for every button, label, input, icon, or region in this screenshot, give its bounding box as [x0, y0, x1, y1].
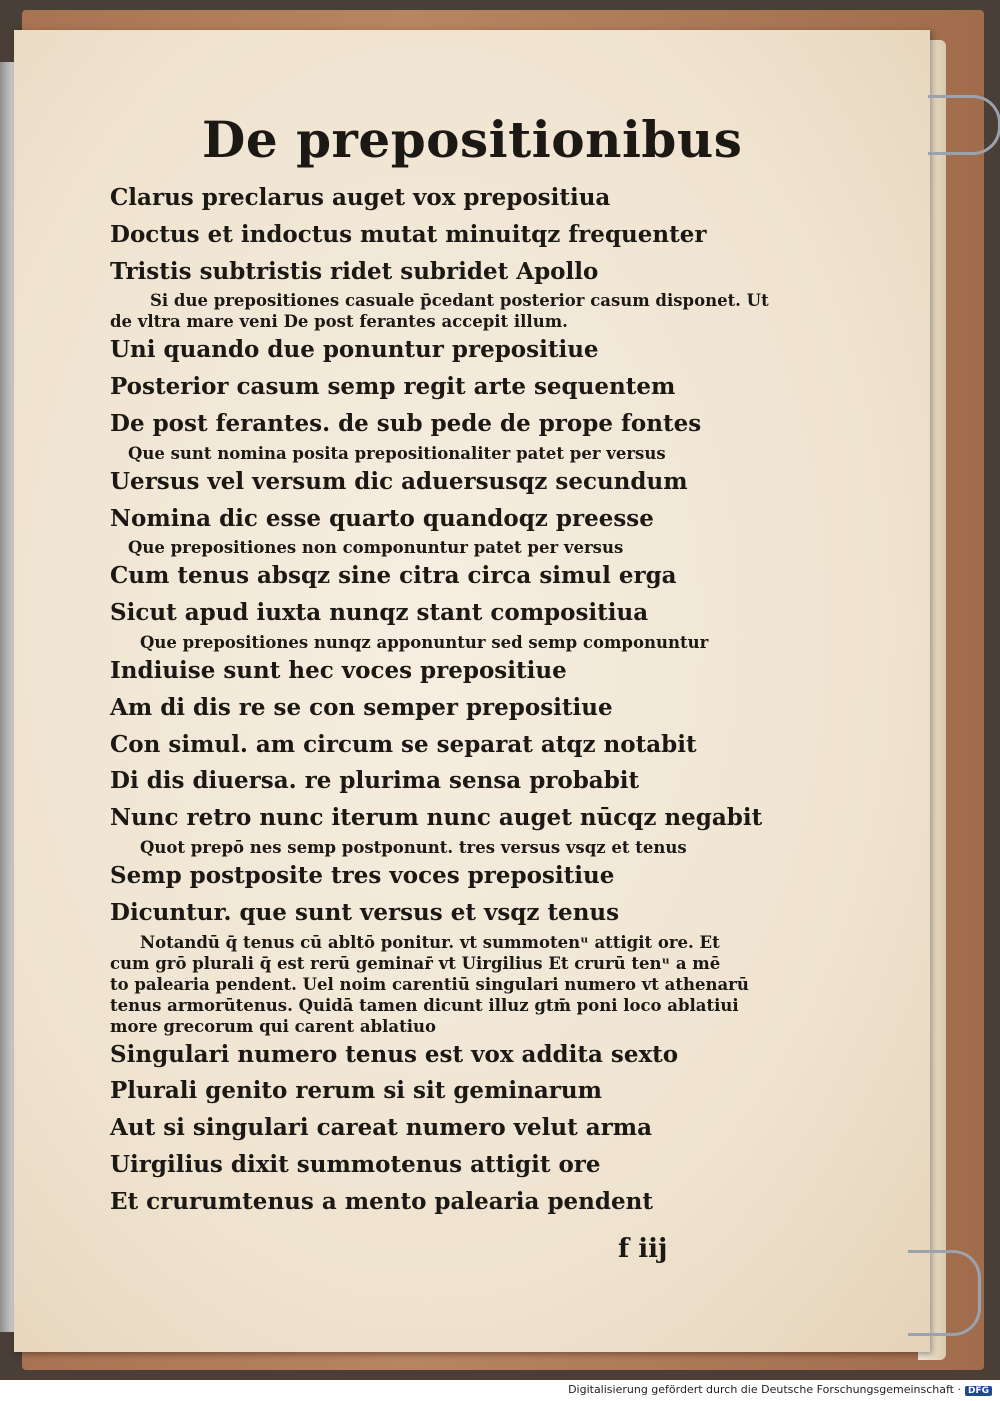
verse-line: Con simul. am circum se separat atqz notabit — [110, 730, 697, 758]
footer-credit — [568, 1383, 992, 1396]
verse-line: Doctus et indoctus mutat minuitqz frequenter — [110, 220, 707, 248]
footer-text: Digitalisierung gefördert durch die Deutsche Forschungsgemeinschaft · — [568, 1383, 961, 1396]
verse-line: Indiuise sunt hec voces prepositiue — [110, 656, 567, 684]
verse-line: De post ferantes. de sub pede de prope fontes — [110, 409, 702, 437]
verse-line: Cum tenus absqz sine citra circa simul erga — [110, 562, 677, 590]
verse-line: Et crurumtenus a mento palearia pendent — [110, 1187, 653, 1215]
verse-line: Uni quando due ponuntur prepositiue — [110, 336, 599, 364]
page-title: De prepositionibus — [202, 110, 743, 169]
verse-line: Uirgilius dixit summotenus attigit ore — [110, 1150, 601, 1178]
verse-line: Plurali genito rerum si sit geminarum — [110, 1077, 602, 1105]
note-line: to palearia pendent. Uel noim carentiū singulari numero vt athenarū — [110, 974, 749, 994]
note-line: tenus armorūtenus. Quidā tamen dicunt illuz gtm̄ poni loco ablatiui — [110, 995, 739, 1015]
page-clip-bottom — [908, 1250, 981, 1336]
note-line: Que prepositiones non componuntur patet per versus — [128, 538, 624, 558]
note-line: de vltra mare veni De post ferantes accepit illum. — [110, 312, 568, 332]
text-lines — [110, 180, 790, 1221]
note-line: Notandū q̄ tenus cū abltō ponitur. vt summotenᵘ attigit ore. Et — [140, 932, 720, 952]
verse-line: Dicuntur. que sunt versus et vsqz tenus — [110, 898, 620, 926]
verse-line: Singulari numero tenus est vox addita sexto — [110, 1040, 679, 1068]
page-clip-top — [928, 95, 1000, 155]
verse-line: Clarus preclarus auget vox prepositiua — [110, 184, 611, 211]
note-line: more grecorum qui carent ablatiuo — [110, 1016, 436, 1036]
note-line: Que prepositiones nunqz apponuntur sed semp componuntur — [140, 632, 709, 652]
verse-line: Am di dis re se con semper prepositiue — [110, 693, 613, 721]
verse-line: Nomina dic esse quarto quandoqz preesse — [110, 504, 654, 532]
page-text — [110, 100, 790, 1221]
verse-line: Nunc retro nunc iterum nunc auget nūcqz negabit — [110, 804, 763, 832]
signature-mark: f iij — [618, 1234, 668, 1264]
note-line: Si due prepositiones casuale p̄cedant posterior casum disponet. Ut — [150, 291, 769, 311]
verse-line: Posterior casum semp regit arte sequentem — [110, 373, 676, 401]
verse-line: Di dis diuersa. re plurima sensa probabit — [110, 767, 640, 795]
note-line: Que sunt nomina posita prepositionaliter patet per versus — [128, 443, 666, 463]
dfg-logo: DFG — [965, 1386, 992, 1396]
verse-line: Uersus vel versum dic aduersusqz secundum — [110, 467, 688, 495]
note-line: cum grō plurali q̄ est rerū geminar̄ vt Uirgilius Et crurū tenᵘ a mē — [110, 953, 721, 973]
verse-line: Aut si singulari careat numero velut arma — [110, 1114, 653, 1142]
verse-line: Tristis subtristis ridet subridet Apollo — [110, 257, 599, 285]
verse-line: Semp postposite tres voces prepositiue — [110, 861, 615, 889]
verse-line: Sicut apud iuxta nunqz stant compositiua — [110, 599, 649, 627]
note-line: Quot prepō nes semp postponunt. tres versus vsqz et tenus — [140, 837, 687, 857]
